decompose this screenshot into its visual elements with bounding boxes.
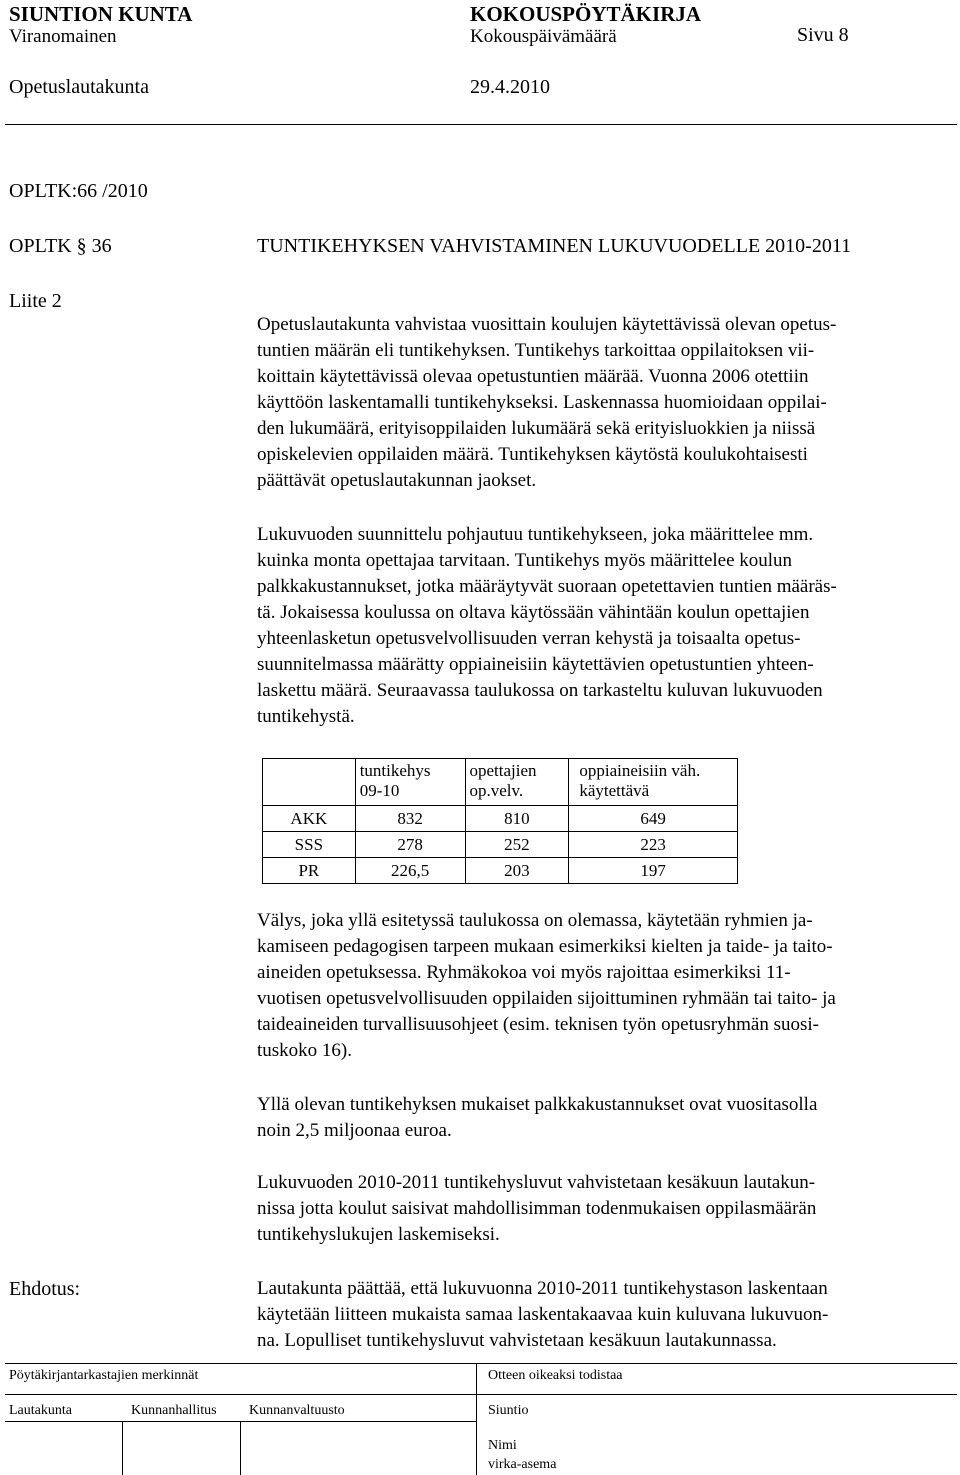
text-line: kuinka monta opettajaa tarvitaan. Tuntikehys myös määrittelee koulun	[257, 550, 793, 571]
table-row	[263, 806, 738, 832]
text-line: nissa jotta koulut saisivat mahdollisimman todenmukaisen oppilasmäärän	[257, 1198, 817, 1219]
table-header-cell	[263, 759, 356, 806]
text-line: aineiden opetuksessa. Ryhmäkokoa voi myös rajoittaa esimerkiksi 11-	[257, 962, 791, 983]
text-line: laskettu määrä. Seuraavassa taulukossa on tarkasteltu kuluvan lukuvuoden	[257, 680, 823, 701]
table-header-row	[263, 759, 738, 806]
text-line: tuntien määrän eli tuntikehyksen. Tuntikehys tarkoittaa oppilaitoksen vii-	[257, 340, 815, 361]
paragraph-5	[257, 1170, 947, 1248]
text-line: Opetuslautakunta vahvistaa vuosittain koulujen käytettävissä olevan opetus-	[257, 314, 837, 335]
text-line: käytetään liitteen mukaista samaa laskentakaavaa kuin kuluvana lukuvuon-	[257, 1304, 829, 1325]
text-line: opiskelevien oppilaiden määrä. Tuntikehyksen käytöstä koulukohtaisesti	[257, 444, 808, 465]
text-line: käyttöön laskentamalli tuntikehykseksi. Laskennassa huomioidaan oppilai-	[257, 392, 827, 413]
meeting-date-label: Kokouspäivämäärä	[470, 26, 617, 47]
text-line: Lautakunta päättää, että lukuvuonna 2010-2011 tuntikehystason laskentaan	[257, 1278, 828, 1299]
item-section: OPLTK § 36	[9, 235, 112, 257]
table-header-cell: oppiaineisiin väh. käytettävä	[569, 759, 738, 806]
table-cell: 278	[355, 832, 465, 858]
paragraph-2	[257, 522, 947, 730]
text-line: taideaineiden turvallisuusohjeet (esim. teknisen työn opetusryhmän suosi-	[257, 1014, 819, 1035]
place-label: Siuntio	[488, 1403, 529, 1418]
table-cell: 203	[465, 858, 569, 884]
text-line: tuskoko 16).	[257, 1040, 352, 1061]
board-kunnanvaltuusto: Kunnanvaltuusto	[249, 1403, 345, 1418]
reviewers-label: Pöytäkirjantarkastajien merkinnät	[9, 1368, 199, 1383]
table-header-cell: opettajien op.velv.	[465, 759, 569, 806]
text-line: palkkakustannukset, jotka määräytyvät suoraan opetettavien tuntien määräs-	[257, 576, 837, 597]
text-line: vuotisen opetusvelvollisuuden oppilaiden sijoittuminen ryhmään tai taito- ja	[257, 988, 836, 1009]
table-row	[263, 858, 738, 884]
meeting-date: 29.4.2010	[470, 76, 550, 98]
text-line: den lukumäärä, erityisoppilaiden lukumäärä sekä erityisluokkien ja niissä	[257, 418, 816, 439]
footer-top-line	[5, 1363, 957, 1364]
footer-divider	[5, 1394, 957, 1395]
text-line: Välys, joka yllä esitetyssä taulukossa on olemassa, käytetään ryhmien ja-	[257, 910, 813, 931]
table-cell: 810	[465, 806, 569, 832]
table-cell: PR	[263, 858, 356, 884]
org-name: SIUNTION KUNTA	[9, 2, 193, 26]
name-label: Nimi	[488, 1438, 517, 1453]
text-line: Lukuvuoden 2010-2011 tuntikehysluvut vahvistetaan kesäkuun lautakun-	[257, 1172, 816, 1193]
text-line: koittain käytettävissä olevaa opetustuntien määrää. Vuonna 2006 otettiin	[257, 366, 809, 387]
table-cell: AKK	[263, 806, 356, 832]
paragraph-1	[257, 312, 947, 494]
item-reference: OPLTK:66 /2010	[9, 180, 148, 202]
board-name: Opetuslautakunta	[9, 76, 149, 98]
table-row	[263, 832, 738, 858]
signature-box-divider	[122, 1421, 123, 1475]
footer-column-divider	[476, 1363, 477, 1475]
text-line: tuntikehyslukujen laskemiseksi.	[257, 1224, 500, 1245]
text-line: noin 2,5 miljoonaa euroa.	[257, 1120, 452, 1141]
text-line: kamiseen pedagogisen tarpeen mukaan esimerkiksi kielten ja taide- ja taito-	[257, 936, 833, 957]
table-cell: 197	[569, 858, 738, 884]
table-cell: 226,5	[355, 858, 465, 884]
proposal-text	[257, 1276, 947, 1354]
table-cell: SSS	[263, 832, 356, 858]
item-title: TUNTIKEHYKSEN VAHVISTAMINEN LUKUVUODELLE 2010-2011	[257, 235, 852, 257]
table-cell: 252	[465, 832, 569, 858]
table-cell: 223	[569, 832, 738, 858]
document-type: KOKOUSPÖYTÄKIRJA	[470, 2, 702, 26]
title-label: virka-asema	[488, 1457, 557, 1472]
header-divider	[5, 124, 957, 125]
authority-label: Viranomainen	[9, 26, 117, 47]
text-line: yhteenlasketun opetusvelvollisuuden verran kehystä ja toisaalta opetus-	[257, 628, 801, 649]
certified-label: Otteen oikeaksi todistaa	[488, 1368, 623, 1383]
text-line: suunnitelmassa määrätty oppiaineisiin käytettävien opetustuntien yhteen-	[257, 654, 814, 675]
board-kunnanhallitus: Kunnanhallitus	[131, 1403, 217, 1418]
table-cell: 649	[569, 806, 738, 832]
text-line: päättävät opetuslautakunnan jaokset.	[257, 470, 537, 491]
tuntikehys-table	[262, 758, 738, 884]
paragraph-3	[257, 908, 947, 1064]
text-line: na. Lopulliset tuntikehysluvut vahvistetaan kesäkuun lautakunnassa.	[257, 1330, 777, 1351]
text-line: Yllä olevan tuntikehyksen mukaiset palkkakustannukset ovat vuositasolla	[257, 1094, 818, 1115]
proposal-label: Ehdotus:	[9, 1278, 81, 1300]
table-cell: 832	[355, 806, 465, 832]
board-lautakunta: Lautakunta	[9, 1403, 72, 1418]
text-line: Lukuvuoden suunnittelu pohjautuu tuntikehykseen, joka määrittelee mm.	[257, 524, 814, 545]
text-line: tuntikehystä.	[257, 706, 355, 727]
page-number: Sivu 8	[797, 24, 849, 46]
attachment-label: Liite 2	[9, 290, 62, 312]
signature-box-divider	[240, 1421, 241, 1475]
table-header-cell: tuntikehys 09-10	[355, 759, 465, 806]
paragraph-4	[257, 1092, 947, 1144]
text-line: tä. Jokaisessa koulussa on oltava käytössään vähintään koulun opettajien	[257, 602, 810, 623]
